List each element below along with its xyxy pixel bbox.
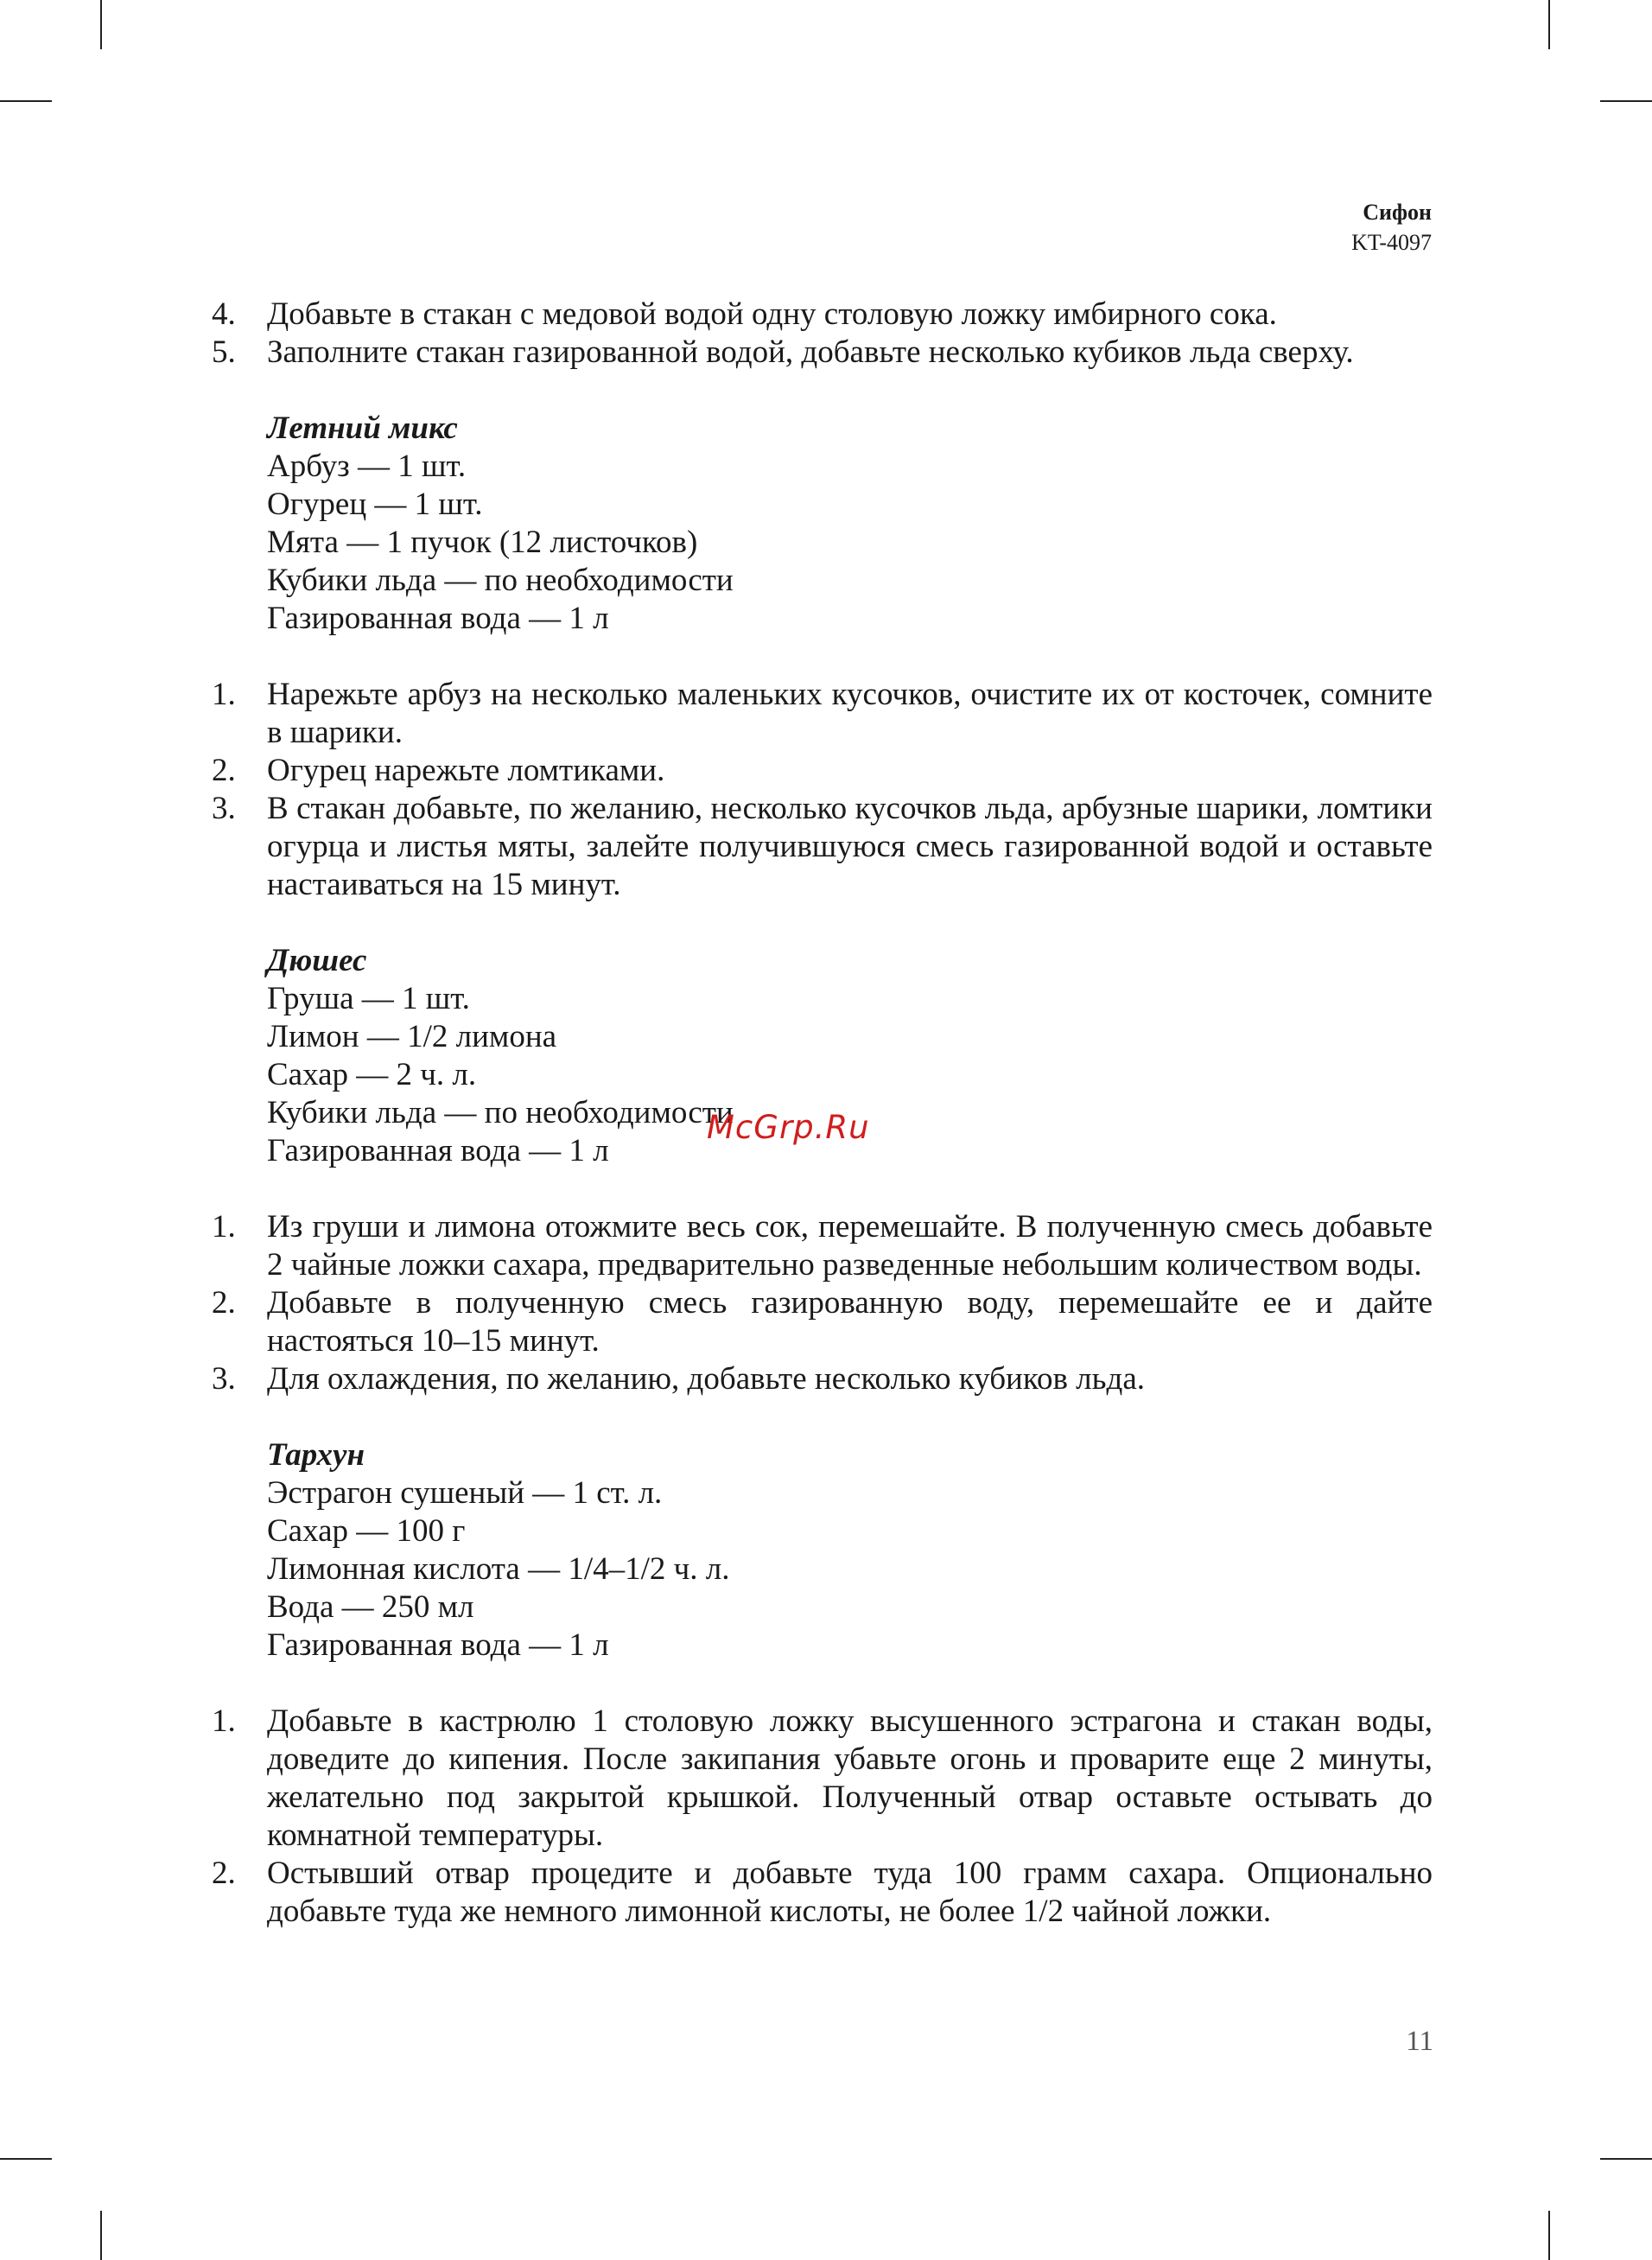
recipe-steps	[212, 1703, 1433, 1931]
crop-mark	[0, 100, 52, 102]
crop-mark	[100, 0, 102, 49]
step-number: 1.	[212, 677, 236, 712]
page-number: 11	[1406, 2026, 1433, 2057]
step-item	[212, 1703, 1433, 1855]
ingredient: Лимонная кислота — 1/4–1/2 ч. л.	[267, 1551, 730, 1587]
ingredient: Сахар — 100 г	[267, 1513, 466, 1549]
step-number: 3.	[212, 791, 236, 826]
step-item	[212, 790, 1433, 904]
header-title: Сифон	[1363, 200, 1432, 225]
recipe-title: Дюшес	[267, 943, 367, 978]
crop-mark	[0, 2158, 52, 2160]
step-text: Добавьте в кастрюлю 1 столовую ложку высушенного эстрагона и стакан воды, доведите до кипения. После закипания убавьте огонь и проварите еще 2 минуты, желательно под закрытой крышкой. Полученный отвар оставьте остывать до комнатной температуры.	[267, 1703, 1433, 1853]
ingredient: Арбуз — 1 шт.	[267, 449, 467, 484]
recipe-steps	[212, 1208, 1433, 1398]
step-number: 3.	[212, 1361, 236, 1397]
recipe-block	[212, 410, 1433, 638]
step-item	[212, 334, 1433, 372]
recipe-block	[212, 1436, 1433, 1665]
step-text: Для охлаждения, по желанию, добавьте несколько кубиков льда.	[267, 1361, 1146, 1397]
crop-mark	[1548, 0, 1550, 49]
intro-steps	[212, 296, 1433, 372]
header-model: KT-4097	[1351, 230, 1432, 256]
ingredient: Кубики льда — по необходимости	[267, 1095, 734, 1130]
ingredient: Эстрагон сушеный — 1 ст. л.	[267, 1475, 663, 1511]
ingredient: Вода — 250 мл	[267, 1589, 474, 1625]
step-number: 1.	[212, 1703, 236, 1739]
step-item	[212, 1208, 1433, 1284]
watermark: McGrp.Ru	[707, 1109, 870, 1146]
ingredient: Газированная вода — 1 л	[267, 1133, 609, 1168]
ingredient: Груша — 1 шт.	[267, 981, 470, 1016]
page-header	[1351, 197, 1432, 258]
ingredient: Лимон — 1/2 лимона	[267, 1019, 557, 1054]
ingredient: Огурец — 1 шт.	[267, 487, 483, 522]
ingredient: Мята — 1 пучок (12 листочков)	[267, 525, 698, 560]
ingredient: Газированная вода — 1 л	[267, 601, 609, 636]
ingredient: Кубики льда — по необходимости	[267, 563, 734, 598]
step-text: Добавьте в полученную смесь газированную воду, перемешайте ее и дайте настояться 10–15 минут.	[267, 1285, 1433, 1359]
recipe-steps	[212, 676, 1433, 904]
step-number: 4.	[212, 296, 236, 332]
crop-mark	[100, 2211, 102, 2260]
recipe-title: Летний микс	[267, 411, 458, 446]
ingredient: Газированная вода — 1 л	[267, 1627, 609, 1663]
crop-mark	[1600, 100, 1652, 102]
step-text: Из груши и лимона отожмите весь сок, перемешайте. В полученную смесь добавьте 2 чайные ложки сахара, предварительно разведенные небольшим количеством воды.	[267, 1209, 1433, 1283]
step-text: Огурец нарежьте ломтиками.	[267, 753, 665, 788]
step-item	[212, 1284, 1433, 1360]
step-text: Остывший отвар процедите и добавьте туда 100 грамм сахара. Опционально добавьте туда же немного лимонной кислоты, не более 1/2 чайной ложки.	[267, 1856, 1433, 1929]
step-item	[212, 752, 1433, 790]
step-text: Нарежьте арбуз на несколько маленьких кусочков, очистите их от косточек, сомните в шарики.	[267, 677, 1433, 750]
ingredient: Сахар — 2 ч. л.	[267, 1057, 477, 1092]
step-number: 2.	[212, 753, 236, 788]
step-item	[212, 1360, 1433, 1398]
step-number: 2.	[212, 1856, 236, 1891]
step-number: 5.	[212, 334, 236, 370]
step-item	[212, 676, 1433, 752]
step-text: Добавьте в стакан с медовой водой одну столовую ложку имбирного сока.	[267, 296, 1277, 332]
crop-mark	[1548, 2211, 1550, 2260]
step-text: Заполните стакан газированной водой, добавьте несколько кубиков льда сверху.	[267, 334, 1354, 370]
step-item	[212, 296, 1433, 334]
step-number: 2.	[212, 1285, 236, 1321]
step-item	[212, 1855, 1433, 1931]
recipe-title: Тархун	[267, 1437, 365, 1473]
crop-mark	[1600, 2158, 1652, 2160]
step-text: В стакан добавьте, по желанию, несколько кусочков льда, арбузные шарики, ломтики огурца и листья мяты, залейте получившуюся смесь газированной водой и оставьте настаиваться на 15 минут.	[267, 791, 1433, 902]
step-number: 1.	[212, 1209, 236, 1245]
